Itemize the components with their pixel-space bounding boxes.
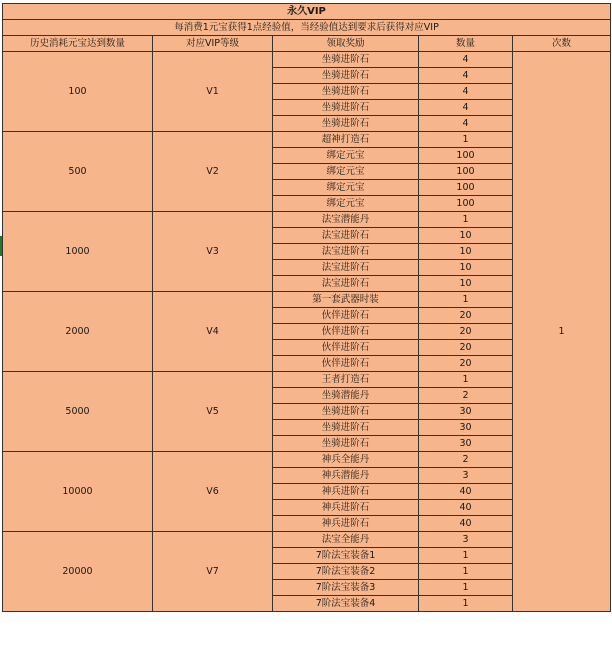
vip-table: [2, 3, 611, 612]
reward-name-cell: 超神打造石: [273, 132, 419, 148]
table-subtitle: 每消费1元宝获得1点经验值，当经验值达到要求后获得对应VIP: [3, 20, 611, 36]
quantity-cell: 40: [419, 484, 513, 500]
reward-name-cell: 坐骑进阶石: [273, 68, 419, 84]
reward-name-cell: 7阶法宝装备4: [273, 596, 419, 612]
quantity-cell: 40: [419, 516, 513, 532]
quantity-cell: 20: [419, 356, 513, 372]
quantity-cell: 1: [419, 132, 513, 148]
amount-cell: 100: [3, 52, 153, 132]
header-times: 次数: [513, 36, 611, 52]
reward-name-cell: 坐骑进阶石: [273, 84, 419, 100]
quantity-cell: 20: [419, 324, 513, 340]
reward-name-cell: 绑定元宝: [273, 180, 419, 196]
table-title: 永久VIP: [3, 4, 611, 20]
spreadsheet: [2, 3, 611, 612]
header-reward: 领取奖励: [273, 36, 419, 52]
vip-level-cell: V7: [153, 532, 273, 612]
reward-name-cell: 坐骑进阶石: [273, 436, 419, 452]
quantity-cell: 1: [419, 212, 513, 228]
reward-name-cell: 法宝全能丹: [273, 532, 419, 548]
quantity-cell: 30: [419, 404, 513, 420]
quantity-cell: 100: [419, 148, 513, 164]
quantity-cell: 3: [419, 532, 513, 548]
quantity-cell: 100: [419, 180, 513, 196]
reward-name-cell: 7阶法宝装备2: [273, 564, 419, 580]
header-row: [3, 36, 611, 52]
quantity-cell: 4: [419, 68, 513, 84]
reward-name-cell: 神兵进阶石: [273, 516, 419, 532]
vip-level-cell: V4: [153, 292, 273, 372]
subtitle-row: [3, 20, 611, 36]
reward-name-cell: 神兵潜能丹: [273, 468, 419, 484]
reward-name-cell: 坐骑潜能丹: [273, 388, 419, 404]
title-row: [3, 4, 611, 20]
times-cell: 1: [513, 52, 611, 612]
table-row: [3, 52, 611, 68]
quantity-cell: 2: [419, 388, 513, 404]
amount-cell: 500: [3, 132, 153, 212]
quantity-cell: 100: [419, 196, 513, 212]
reward-name-cell: 坐骑进阶石: [273, 116, 419, 132]
reward-name-cell: 绑定元宝: [273, 196, 419, 212]
amount-cell: 2000: [3, 292, 153, 372]
reward-name-cell: 伙伴进阶石: [273, 340, 419, 356]
reward-name-cell: 坐骑进阶石: [273, 52, 419, 68]
quantity-cell: 1: [419, 548, 513, 564]
amount-cell: 1000: [3, 212, 153, 292]
reward-name-cell: 法宝进阶石: [273, 260, 419, 276]
vip-level-cell: V6: [153, 452, 273, 532]
amount-cell: 20000: [3, 532, 153, 612]
quantity-cell: 10: [419, 276, 513, 292]
header-amount: 历史消耗元宝达到数量: [3, 36, 153, 52]
reward-name-cell: 法宝进阶石: [273, 228, 419, 244]
quantity-cell: 20: [419, 340, 513, 356]
reward-name-cell: 神兵全能丹: [273, 452, 419, 468]
vip-level-cell: V2: [153, 132, 273, 212]
quantity-cell: 1: [419, 580, 513, 596]
reward-name-cell: 第一套武器时装: [273, 292, 419, 308]
reward-name-cell: 坐骑进阶石: [273, 404, 419, 420]
reward-name-cell: 伙伴进阶石: [273, 308, 419, 324]
header-quantity: 数量: [419, 36, 513, 52]
reward-name-cell: 伙伴进阶石: [273, 356, 419, 372]
reward-name-cell: 神兵进阶石: [273, 500, 419, 516]
quantity-cell: 4: [419, 116, 513, 132]
reward-name-cell: 坐骑进阶石: [273, 100, 419, 116]
quantity-cell: 4: [419, 84, 513, 100]
reward-name-cell: 7阶法宝装备3: [273, 580, 419, 596]
quantity-cell: 40: [419, 500, 513, 516]
reward-name-cell: 神兵进阶石: [273, 484, 419, 500]
reward-name-cell: 伙伴进阶石: [273, 324, 419, 340]
reward-name-cell: 法宝进阶石: [273, 244, 419, 260]
quantity-cell: 3: [419, 468, 513, 484]
quantity-cell: 10: [419, 244, 513, 260]
amount-cell: 5000: [3, 372, 153, 452]
quantity-cell: 2: [419, 452, 513, 468]
quantity-cell: 1: [419, 596, 513, 612]
reward-name-cell: 绑定元宝: [273, 164, 419, 180]
quantity-cell: 30: [419, 420, 513, 436]
vip-level-cell: V3: [153, 212, 273, 292]
reward-name-cell: 绑定元宝: [273, 148, 419, 164]
quantity-cell: 1: [419, 372, 513, 388]
vip-level-cell: V1: [153, 52, 273, 132]
reward-name-cell: 王者打造石: [273, 372, 419, 388]
quantity-cell: 20: [419, 308, 513, 324]
reward-name-cell: 法宝潜能丹: [273, 212, 419, 228]
quantity-cell: 10: [419, 228, 513, 244]
quantity-cell: 1: [419, 564, 513, 580]
header-vip-level: 对应VIP等级: [153, 36, 273, 52]
quantity-cell: 30: [419, 436, 513, 452]
reward-name-cell: 7阶法宝装备1: [273, 548, 419, 564]
quantity-cell: 100: [419, 164, 513, 180]
vip-level-cell: V5: [153, 372, 273, 452]
quantity-cell: 4: [419, 52, 513, 68]
quantity-cell: 10: [419, 260, 513, 276]
reward-name-cell: 法宝进阶石: [273, 276, 419, 292]
reward-name-cell: 坐骑进阶石: [273, 420, 419, 436]
quantity-cell: 4: [419, 100, 513, 116]
amount-cell: 10000: [3, 452, 153, 532]
quantity-cell: 1: [419, 292, 513, 308]
